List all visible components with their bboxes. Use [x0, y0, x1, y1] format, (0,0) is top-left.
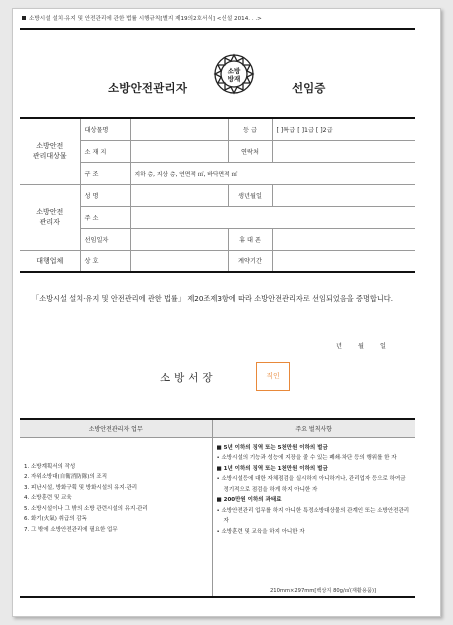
duty-item: 6. 화기(火氣) 취급의 감독 [24, 516, 87, 522]
birth-field[interactable] [272, 184, 415, 206]
name-label: 성 명 [80, 184, 130, 206]
duties-cell [20, 437, 212, 597]
name-field[interactable] [130, 184, 228, 206]
duty-item: 4. 소방훈련 및 교육 [24, 495, 72, 501]
penalties-list [217, 438, 412, 538]
address-label: 주 소 [80, 206, 130, 228]
duties-header: 소방안전관리자 업무 [20, 419, 212, 437]
form-reference-text: 소방시설 설치·유지 및 안전관리에 관한 법률 시행규칙[별지 제19의2호서식] <신설 2014. . .> [29, 16, 262, 22]
penalties-header: 주요 벌칙사항 [212, 419, 415, 437]
grade-label: 등 급 [228, 118, 272, 140]
penalty-heading: ■ 1년 이하의 징역 또는 1천만원 이하의 벌금 [217, 464, 412, 475]
contact-field[interactable] [272, 140, 415, 162]
grade-field[interactable]: [ ]특급 [ ]1급 [ ]2급 [272, 118, 415, 140]
document-title [20, 52, 415, 116]
contract-label: 계약기간 [228, 250, 272, 272]
company-label: 상 호 [80, 250, 130, 272]
header-rule [20, 28, 415, 30]
location-label: 소 재 지 [80, 140, 130, 162]
official-seal: 직인 [256, 362, 290, 391]
form-row-target-name [20, 118, 415, 140]
mobile-field[interactable] [272, 228, 415, 250]
emblem-text-top: 소방 [227, 67, 241, 75]
group-label-manager: 소방안전 관리자 [20, 184, 80, 250]
duties-header-row [20, 419, 415, 437]
form-row-agent [20, 250, 415, 272]
appoint-date-field[interactable] [130, 228, 228, 250]
penalty-heading: ■ 5년 이하의 징역 또는 5천만원 이하의 벌금 [217, 443, 412, 454]
fire-service-emblem-icon [212, 52, 256, 96]
company-field[interactable] [130, 250, 228, 272]
target-name-label: 대상물명 [80, 118, 130, 140]
form-row-location [20, 140, 415, 162]
contact-label: 연락처 [228, 140, 272, 162]
penalty-item: • 소방안전관리 업무를 하지 아니한 특정소방대상물의 관계인 또는 소방안전관리자 [217, 506, 412, 527]
duty-item: 1. 소방계획서의 작성 [24, 463, 76, 470]
structure-field[interactable]: 지하 층, 지상 층, 연면적 ㎡, 바닥면적 ㎡ [130, 162, 415, 184]
location-field[interactable] [130, 140, 228, 162]
paper-spec-note: 210mm×297mm[백상지 80g/㎡(재활용품)] [270, 588, 377, 594]
certification-statement: 「소방시설 설치·유지 및 안전관리에 관한 법률」 제20조제3항에 따라 소방안전관리자로 선임되었음을 증명합니다. [32, 294, 394, 303]
fire-station-chief: 소방서장 [160, 372, 217, 384]
group-label-agent: 대행업체 [20, 250, 80, 272]
duty-item: 2. 자위소방대(自衛消防隊)의 조직 [24, 474, 108, 480]
contract-field[interactable] [272, 250, 415, 272]
day-label: 일 [379, 343, 386, 350]
duty-item: 5. 소방시설이나 그 밖의 소방 관련시설의 유지·관리 [24, 505, 148, 512]
duties-list [24, 438, 208, 536]
penalties-cell [212, 437, 415, 597]
duties-penalties-table [20, 418, 415, 598]
title-main: 소방안전관리자 [108, 81, 188, 95]
penalty-item: • 소방시설의 기능과 성능에 지장을 줄 수 있는 폐쇄·차단 등의 행위를 한 자 [217, 453, 412, 464]
year-label: 년 [336, 343, 342, 350]
structure-label: 구 조 [80, 162, 130, 184]
penalty-heading: ■ 200만원 이하의 과태료 [217, 495, 412, 506]
duty-item: 7. 그 밖에 소방안전관리에 필요한 업무 [24, 526, 118, 533]
appoint-date-label: 선임일자 [80, 228, 130, 250]
duties-body-row [20, 437, 415, 597]
birth-label: 생년월일 [228, 184, 272, 206]
group-label-target: 소방안전 관리대상물 [20, 118, 80, 184]
title-suffix: 선임증 [292, 81, 326, 95]
square-bullet-icon [22, 16, 26, 20]
appointment-form-table [20, 117, 415, 273]
duty-item: 3. 피난시설, 방화구획 및 방화시설의 유지·관리 [24, 484, 138, 491]
form-row-structure [20, 162, 415, 184]
form-row-address [20, 206, 415, 228]
mobile-label: 휴 대 폰 [228, 228, 272, 250]
penalty-item: • 소방훈련 및 교육을 하지 아니한 자 [217, 527, 412, 538]
target-name-field[interactable] [130, 118, 228, 140]
form-row-name [20, 184, 415, 206]
penalty-item: • 소방시설등에 대한 자체점검을 실시하지 아니하거나, 관리업자 등으로 하여금 정기적으로 점검을 하게 하지 아니한 자 [217, 474, 412, 495]
form-reference-note [22, 14, 262, 22]
emblem-text-bottom: 방재 [227, 75, 241, 83]
address-field[interactable] [130, 206, 415, 228]
month-label: 월 [357, 343, 364, 350]
form-row-appoint-date [20, 228, 415, 250]
issue-date [320, 341, 386, 350]
